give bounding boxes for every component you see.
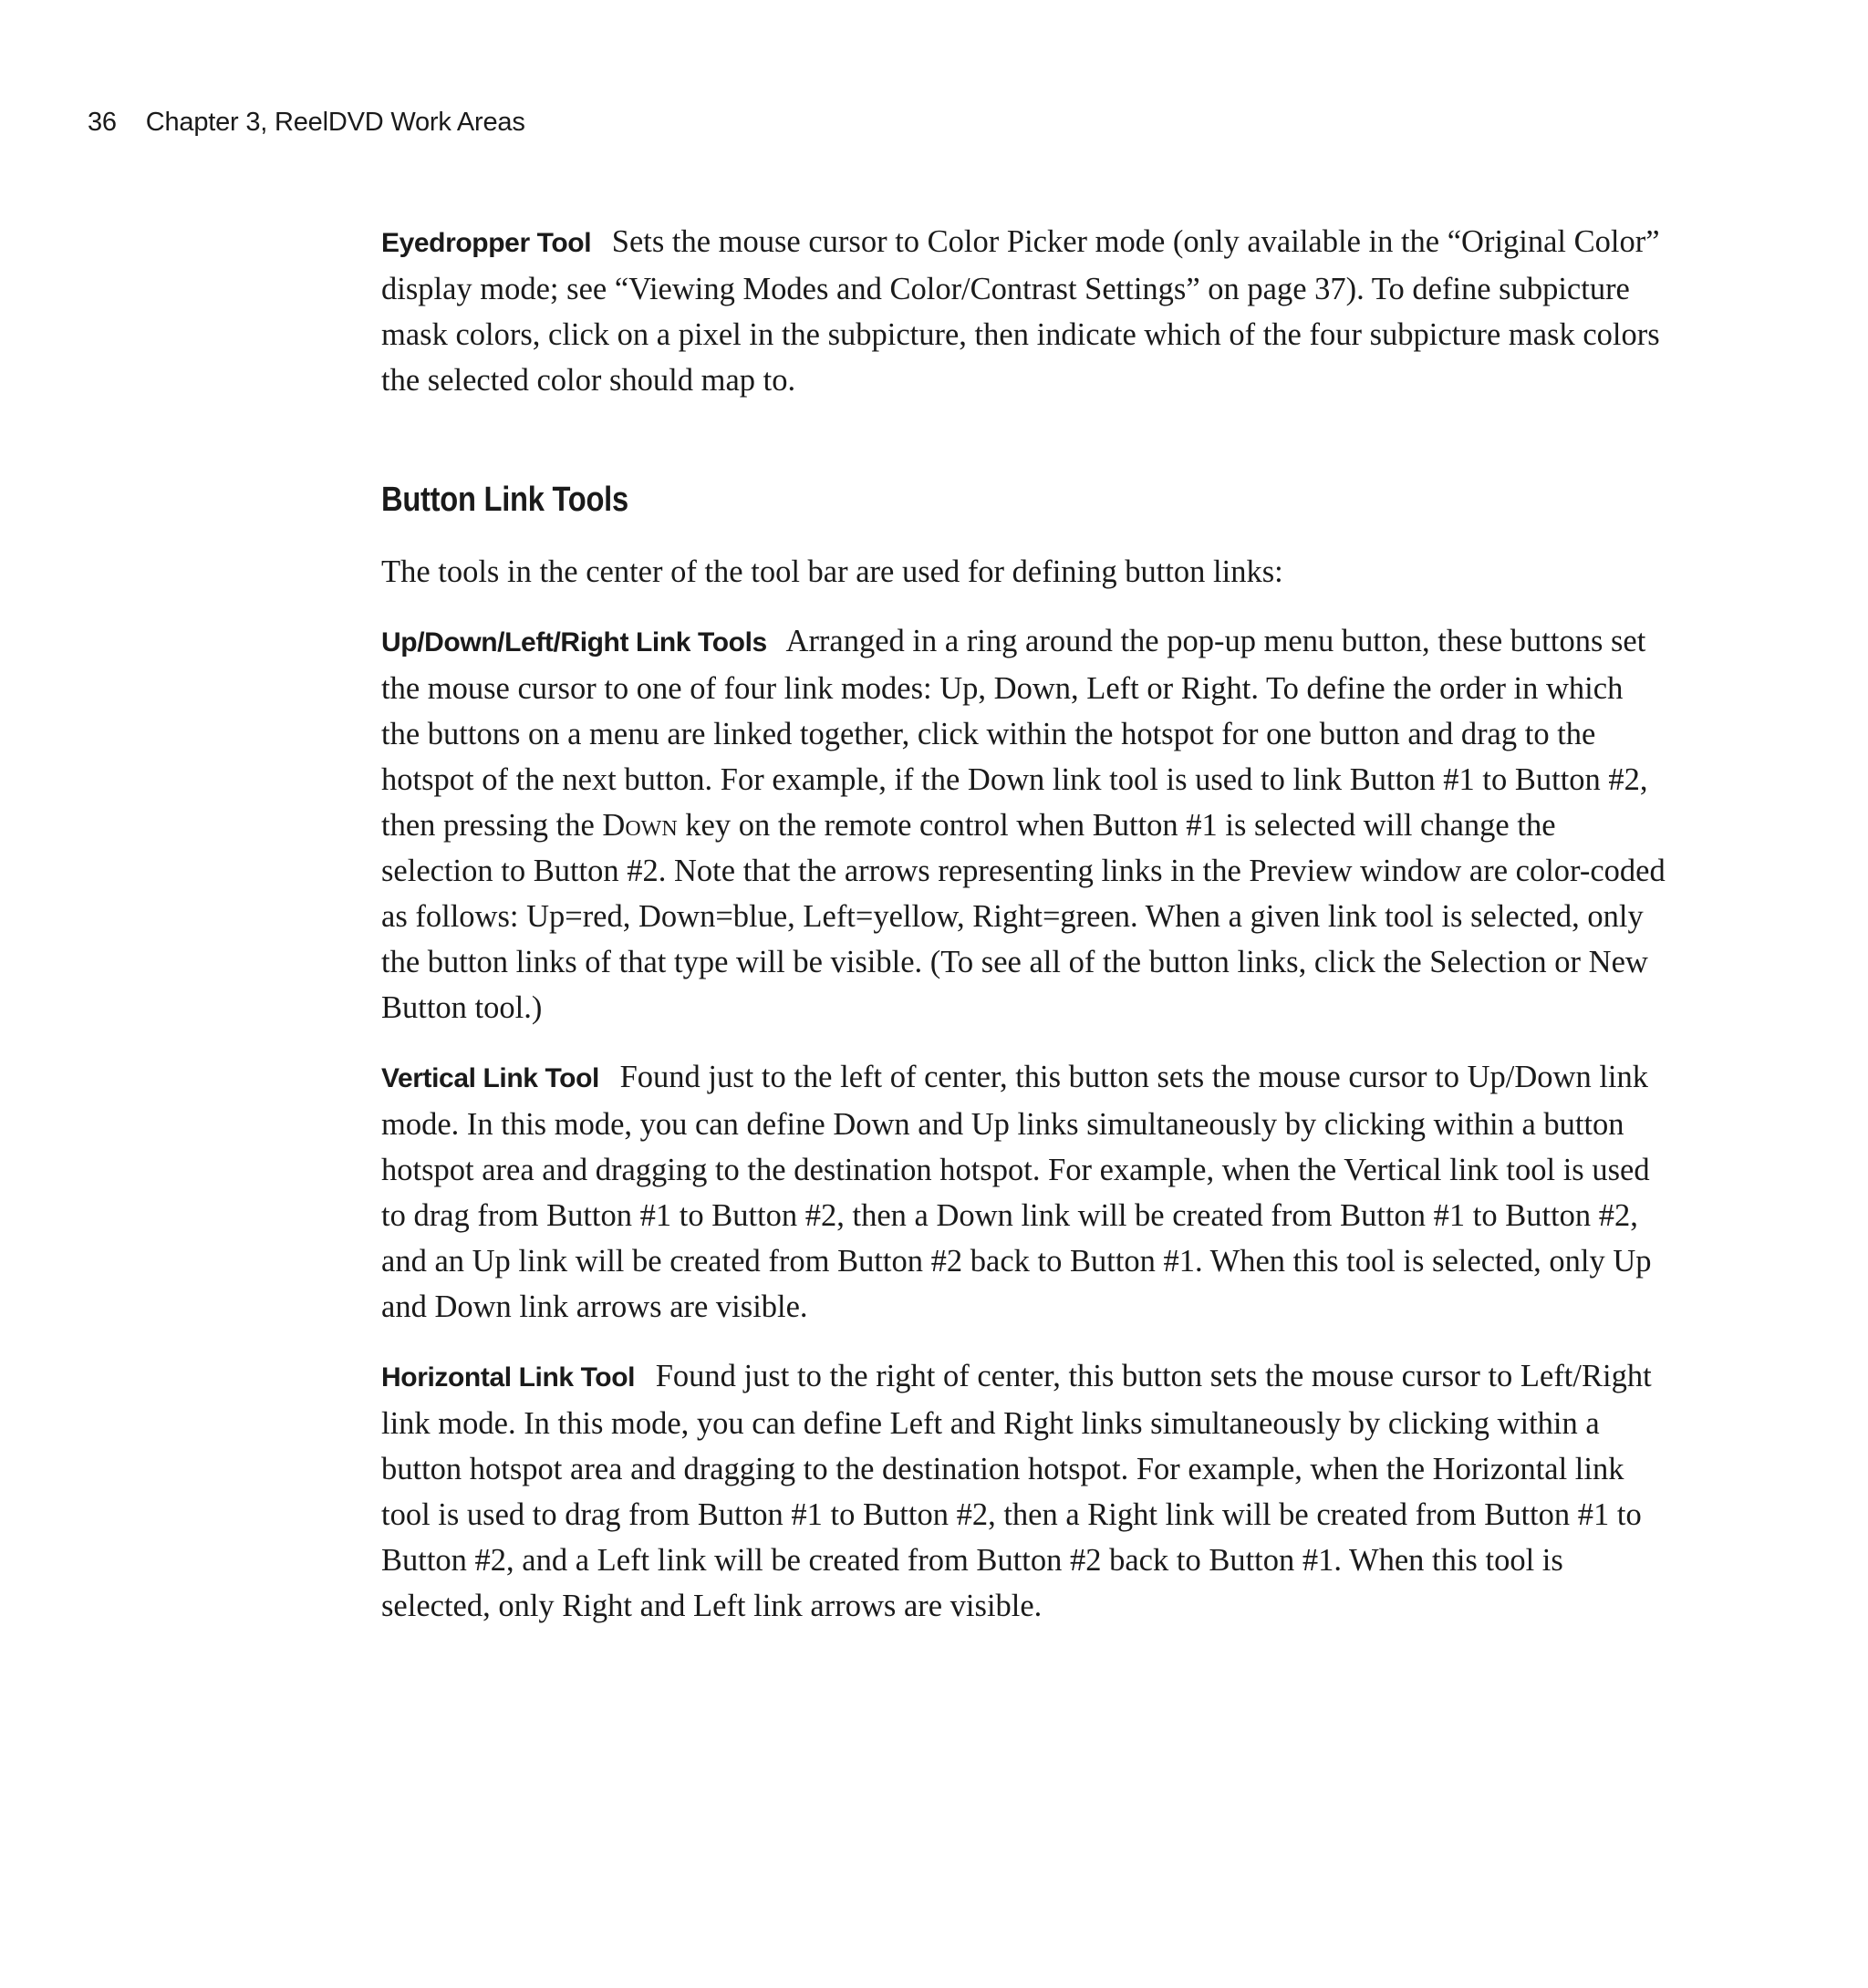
udlr-link-tools-text-after: key on the remote control when Button #1 is selected will change the selection to Button #2. Note that the arrows representing links in the Preview window are color-coded as follows: Up=red, Down=blue, Left=yellow, Right=green. When a given link tool is selected, only the button links of that type will be visible. (To see all of the button links, click the Selection or New Button tool.): [381, 808, 1666, 1025]
vertical-link-tool-term: Vertical Link Tool: [381, 1063, 599, 1093]
chapter-title: Chapter 3, ReelDVD Work Areas: [145, 108, 525, 137]
eyedropper-tool-text: Sets the mouse cursor to Color Picker mode (only available in the “Original Color” display mode; see “Viewing Modes and Color/Contrast Settings” on page 37). To define subpicture mask colors, click on a pixel in the subpicture, then indicate which of the four subpicture mask colors the selected color should map to.: [381, 224, 1660, 398]
vertical-link-tool-paragraph: [381, 1054, 1667, 1330]
udlr-link-tools-term: Up/Down/Left/Right Link Tools: [381, 627, 767, 657]
udlr-link-tools-paragraph: [381, 618, 1667, 1030]
horizontal-link-tool-paragraph: [381, 1353, 1667, 1629]
down-key-label: Down: [602, 808, 678, 843]
eyedropper-tool-term: Eyedropper Tool: [381, 228, 592, 258]
udlr-link-tools-text-before: Arranged in a ring around the pop-up menu button, these buttons set the mouse cursor to one of four link modes: Up, Down, Left or Right. To define the order in which the buttons on a menu are linked together, click within the hotspot for one button and drag to the hotspot of the next button. For example, if the Down link tool is used to link Button #1 to Button #2, then pressing the: [381, 624, 1648, 843]
section-intro: The tools in the center of the tool bar are used for defining button links:: [381, 554, 1283, 589]
page-body: [381, 219, 1667, 1652]
horizontal-link-tool-term: Horizontal Link Tool: [381, 1362, 636, 1393]
running-header: [88, 108, 525, 138]
page-number: 36: [88, 108, 117, 137]
horizontal-link-tool-text: Found just to the right of center, this button sets the mouse cursor to Left/Right link mode. In this mode, you can define Left and Right links simultaneously by clicking within a button hotspot area and dragging to the destination hotspot. For example, when the Horizontal link tool is used to drag from Button #1 to Button #2, then a Right link will be created from Button #1 to Button #2, and a Left link will be created from Button #2 back to Button #1. When this tool is selected, only Right and Left link arrows are visible.: [381, 1359, 1652, 1623]
vertical-link-tool-text: Found just to the left of center, this button sets the mouse cursor to Up/Down link mode. In this mode, you can define Down and Up links simultaneously by clicking within a button hotspot area and dragging to the destination hotspot. For example, when the Vertical link tool is used to drag from Button #1 to Button #2, then a Down link will be created from Button #1 to Button #2, and an Up link will be created from Button #2 back to Button #1. When this tool is selected, only Up and Down link arrows are visible.: [381, 1060, 1652, 1324]
eyedropper-tool-paragraph: [381, 219, 1667, 403]
section-heading: Button Link Tools: [381, 481, 628, 519]
